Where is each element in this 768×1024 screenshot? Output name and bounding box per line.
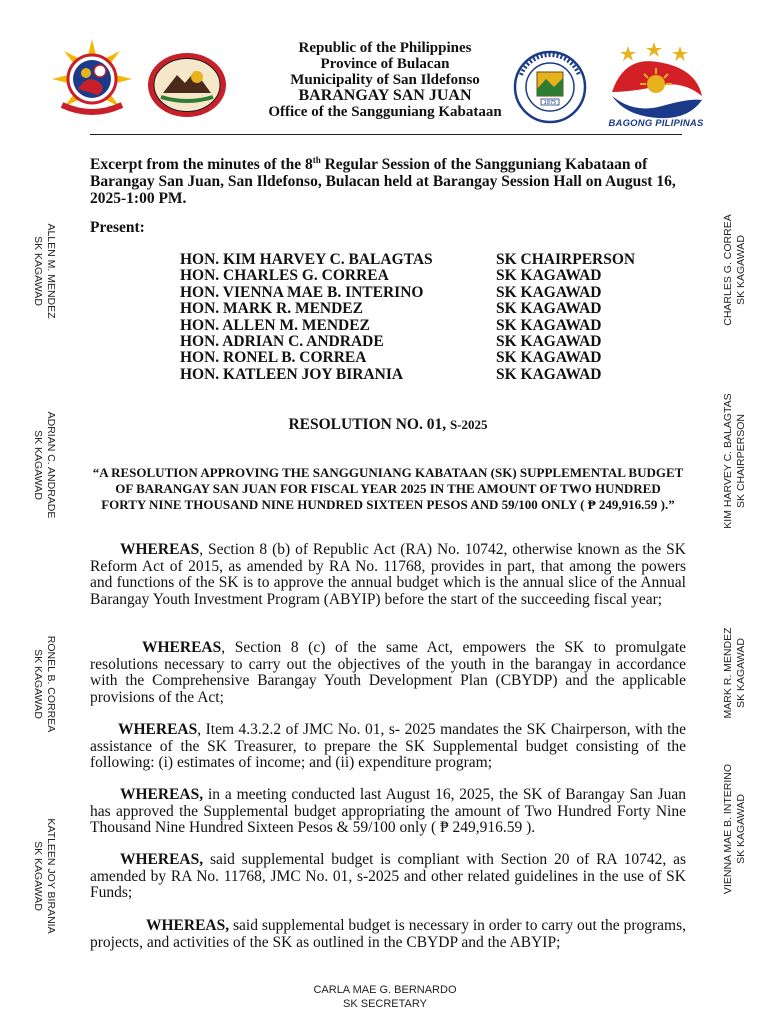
members-list — [180, 252, 680, 383]
whereas-clause: WHEREAS, Item 4.3.2.2 of JMC No. 01, s- 2025 mandates the SK Chairperson, with the assistance of the SK Treasurer, to prepare the SK Supplemental budget consisting of the following: (i) estimates of income; and (ii) expenditure program; — [90, 721, 686, 772]
whereas-clause: WHEREAS, in a meeting conducted last August 16, 2025, the SK of Barangay San Juan has approved the Supplemental budget appropriating the amount of Two Hundred Forty Nine Thousand Nine Hundred Sixteen Pesos & 59/100 only ( ₱ 249,916.59 ). — [90, 786, 686, 837]
bagong-pilipinas-label: BAGONG PILIPINAS — [608, 118, 704, 129]
header-divider — [90, 134, 682, 135]
side-signature-right: MARK R. MENDEZ SK KAGAWAD — [722, 627, 747, 719]
header-office: Office of the Sangguniang Kabataan — [268, 104, 502, 120]
header-province: Province of Bulacan — [320, 56, 450, 72]
present-label: Present: — [90, 219, 145, 236]
side-signature-right: CHARLES G. CORREA SK KAGAWAD — [722, 214, 747, 326]
side-signature-left: KATLEEN JOY BIRANIA SK KAGAWAD — [32, 818, 57, 934]
minutes-excerpt: Excerpt from the minutes of the 8th Regular Session of the Sangguniang Kabataan of Barangay San Juan, San Ildefonso, Bulacan held at Barangay Session Hall on August 16, 2025-1:00 PM. — [90, 155, 676, 208]
whereas-clause: WHEREAS, said supplemental budget is necessary in order to carry out the programs, projects, and activities of the SK as outlined in the CBYDP and the ABYIP; — [90, 917, 686, 951]
member-row: HON. VIENNA MAE B. INTERINO SK KAGAWAD — [180, 283, 602, 301]
side-signature-right: KIM HARVEY C. BALAGTAS SK CHAIRPERSON — [722, 393, 747, 529]
side-signature-left: ALLEN M. MENDEZ SK KAGAWAD — [32, 223, 57, 319]
secretary-name: CARLA MAE G. BERNARDO — [313, 984, 457, 996]
barangay-seal — [146, 51, 228, 119]
member-row: HON. KATLEEN JOY BIRANIA SK KAGAWAD — [180, 365, 602, 383]
header-barangay: BARANGAY SAN JUAN — [298, 87, 472, 104]
member-row: HON. MARK R. MENDEZ SK KAGAWAD — [180, 300, 602, 318]
secretary-title: SK SECRETARY — [343, 998, 427, 1010]
header-republic: Republic of the Philippines — [298, 40, 472, 56]
member-row: HON. CHARLES G. CORREA SK KAGAWAD — [180, 267, 602, 285]
side-signature-left: ADRIAN C. ANDRADE SK KAGAWAD — [32, 411, 57, 519]
side-signature-right: VIENNA MAE B. INTERINO SK KAGAWAD — [722, 763, 747, 895]
bagong-pilipinas-logo — [604, 40, 710, 120]
member-row: HON. KIM HARVEY C. BALAGTAS SK CHAIRPERSON — [180, 251, 636, 268]
header-municipality: Municipality of San Ildefonso — [290, 72, 480, 88]
member-row: HON. RONEL B. CORREA SK KAGAWAD — [180, 349, 602, 367]
svg-text:1875: 1875 — [543, 100, 557, 106]
member-row: HON. ALLEN M. MENDEZ SK KAGAWAD — [180, 316, 602, 334]
resolution-title: “A RESOLUTION APPROVING THE SANGGUNIANG KABATAAN (SK) SUPPLEMENTAL BUDGET OF BARANGAY SAN JUAN FOR FISCAL YEAR 2025 IN THE AMOUNT OF TWO HUNDRED FORTY NINE THOUSAND NINE HUNDRED SIXTEEN PESOS AND 59/100 ONLY ( ₱ 249,916.59 ).” — [92, 465, 684, 512]
letterhead — [230, 40, 540, 120]
sk-logo — [44, 38, 140, 120]
whereas-clause: WHEREAS, Section 8 (c) of the same Act, empowers the SK to promulgate resolutions necessary to carry out the objectives of the youth in the barangay in accordance with the Comprehensive Barangay Youth Development Plan (CBYDP) and the applicable provisions of the Act; — [90, 639, 686, 706]
whereas-clause: WHEREAS, said supplemental budget is compliant with Section 20 of RA 10742, as amended by RA No. 11768, JMC No. 01, s-2025 and other related guidelines in the use of SK Funds; — [90, 851, 686, 902]
side-signature-left: RONEL B. CORREA SK KAGAWAD — [32, 635, 57, 733]
member-row: HON. ADRIAN C. ANDRADE SK KAGAWAD — [180, 332, 602, 350]
resolution-number: RESOLUTION NO. 01, S-2025 — [288, 416, 488, 433]
whereas-clause: WHEREAS, Section 8 (b) of Republic Act (RA) No. 10742, otherwise known as the SK Reform Act of 2015, as amended by RA No. 11768, provides in part, that among the powers and functions of the SK is to approve the annual budget which is the annual slice of the Annual Barangay Youth Investment Program (ABYIP) before the start of the succeeding fiscal year; — [90, 541, 686, 608]
secretary-signature — [240, 983, 530, 1011]
